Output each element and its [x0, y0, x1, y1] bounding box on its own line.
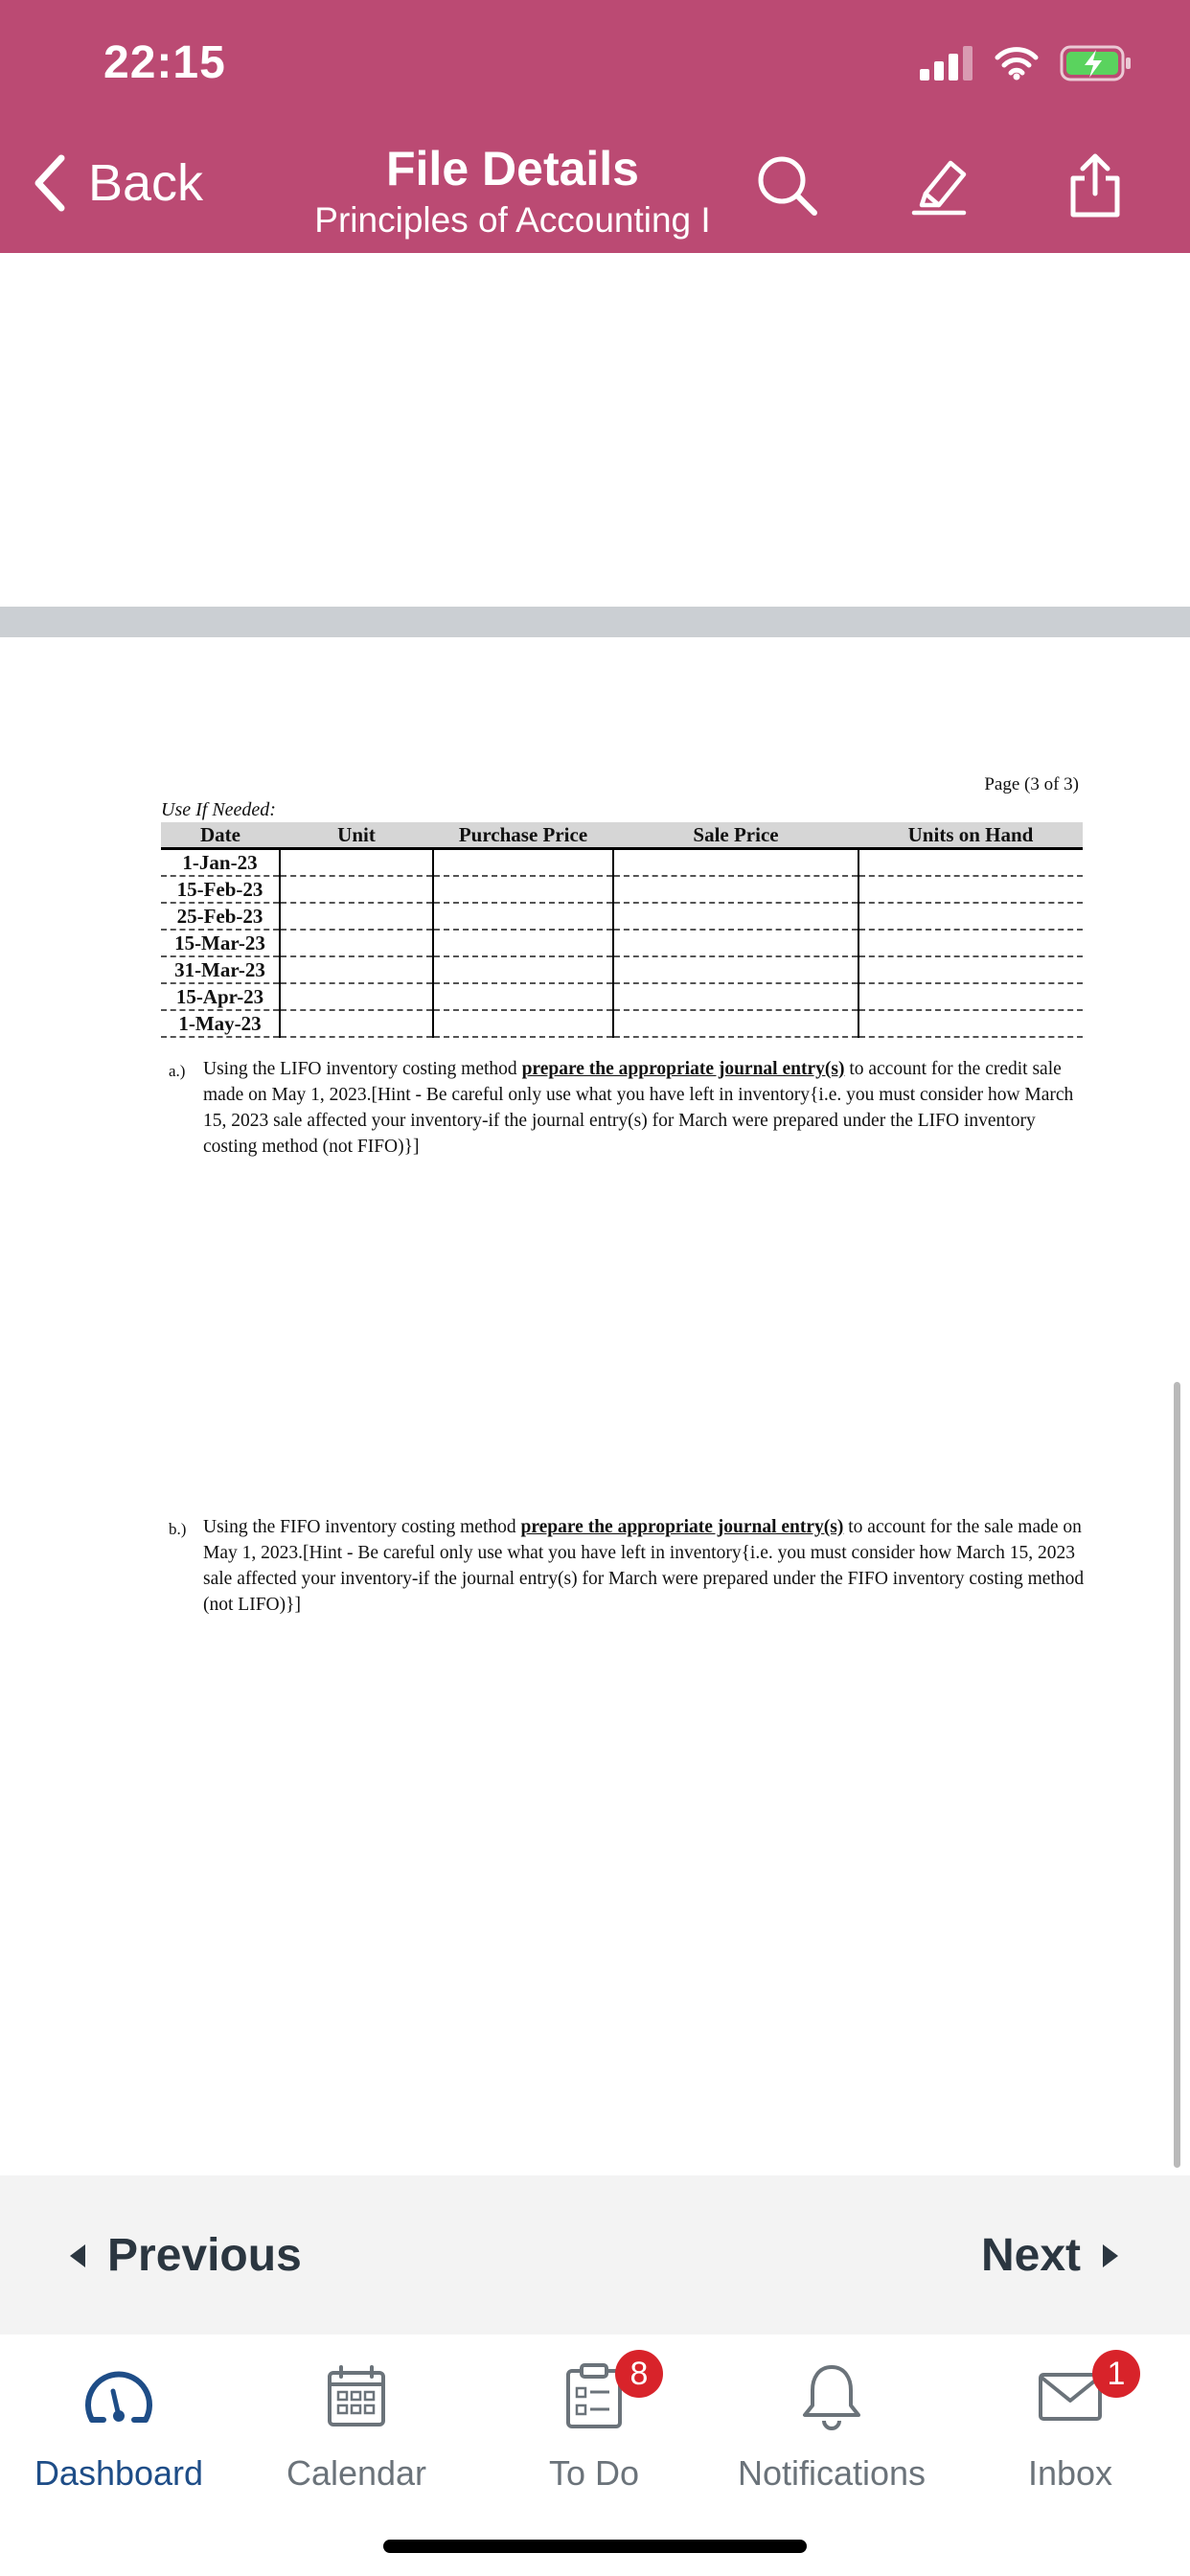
sale-price-cell	[613, 983, 858, 1010]
back-label: Back	[88, 154, 204, 212]
sale-price-cell	[613, 1010, 858, 1037]
chevron-left-icon	[33, 154, 67, 212]
table-row	[161, 983, 1083, 1010]
page-subtitle: Principles of Accounting I	[314, 200, 711, 240]
units-on-hand-cell	[858, 930, 1083, 956]
calendar-icon	[327, 2365, 386, 2428]
purchase-price-cell	[433, 1010, 613, 1037]
purchase-price-cell	[433, 876, 613, 903]
status-time: 22:15	[103, 37, 226, 88]
use-if-needed-label: Use If Needed:	[161, 799, 276, 820]
home-indicator	[383, 2540, 807, 2553]
unit-cell	[280, 1010, 433, 1037]
header-bar	[0, 0, 1190, 253]
sale-price-cell	[613, 849, 858, 877]
tab-calendar[interactable]	[238, 2354, 475, 2494]
search-icon[interactable]	[753, 151, 820, 218]
units-on-hand-cell	[858, 956, 1083, 983]
sale-price-cell	[613, 903, 858, 930]
unit-cell	[280, 849, 433, 877]
todo-badge: 8	[615, 2350, 663, 2398]
question-a-text-start: Using the LIFO inventory costing method	[203, 1059, 522, 1079]
dashboard-gauge-icon	[82, 2368, 155, 2426]
question-b-text-start: Using the FIFO inventory costing method	[203, 1517, 521, 1537]
previous-button[interactable]	[69, 2229, 302, 2282]
next-button[interactable]	[981, 2229, 1119, 2282]
date-cell: 31-Mar-23	[161, 956, 280, 983]
table-row	[161, 930, 1083, 956]
purchase-price-cell	[433, 903, 613, 930]
col-header-units-on-hand: Units on Hand	[858, 822, 1083, 849]
question-b-text-end: to account for the sale made on May 1, 2023.[Hint - Be careful only use what you have left in inventory{i.e. you must consider how March 15, 2023 sale affected your inventory-if the journal entry(s) for March were prepared under the FIFO inventory costing method (not LIFO)}]	[203, 1517, 1085, 1615]
question-b-label: b.)	[169, 1520, 187, 1538]
triangle-left-icon	[69, 2243, 86, 2268]
question-a-emphasis: prepare the appropriate journal entry(s)	[521, 1059, 845, 1079]
tab-inbox[interactable]	[950, 2354, 1190, 2494]
inventory-table	[161, 822, 1083, 1038]
wifi-icon	[995, 46, 1039, 80]
document-viewer[interactable]	[0, 253, 1190, 2175]
tab-dashboard-label: Dashboard	[34, 2453, 204, 2493]
question-b	[169, 1514, 1085, 1618]
status-icons	[920, 44, 1133, 82]
purchase-price-cell	[433, 849, 613, 877]
previous-label: Previous	[107, 2230, 302, 2281]
page-navigation-bar	[0, 2175, 1190, 2334]
document-scrollbar[interactable]	[1174, 1382, 1180, 2168]
table-row	[161, 1010, 1083, 1037]
page-number: Page (3 of 3)	[984, 774, 1079, 794]
units-on-hand-cell	[858, 903, 1083, 930]
unit-cell	[280, 956, 433, 983]
page-title-block	[240, 140, 786, 243]
purchase-price-cell	[433, 930, 613, 956]
question-a-text-end: to account for the credit sale made on May 1, 2023.[Hint - Be careful only use what you have left in inventory{i.e. you must consider how March 15, 2023 sale affected your inventory-if the journal entry(s) for March were prepared under the LIFO inventory costing method (not FIFO)}]	[203, 1059, 1074, 1157]
question-a	[169, 1056, 1085, 1160]
document-page	[0, 637, 1190, 2175]
purchase-price-cell	[433, 956, 613, 983]
highlighter-icon[interactable]	[908, 151, 975, 218]
date-cell: 15-Mar-23	[161, 930, 280, 956]
triangle-right-icon	[1102, 2243, 1119, 2268]
page-title: File Details	[386, 142, 639, 196]
unit-cell	[280, 930, 433, 956]
page-separator	[0, 607, 1190, 637]
units-on-hand-cell	[858, 849, 1083, 877]
col-header-purchase-price: Purchase Price	[433, 822, 613, 849]
units-on-hand-cell	[858, 983, 1083, 1010]
tab-inbox-label: Inbox	[1027, 2453, 1113, 2493]
col-header-unit: Unit	[280, 822, 433, 849]
share-icon[interactable]	[1062, 151, 1129, 218]
table-header-row	[161, 822, 1083, 849]
table-row	[161, 903, 1083, 930]
date-cell: 25-Feb-23	[161, 903, 280, 930]
unit-cell	[280, 983, 433, 1010]
back-button[interactable]	[33, 153, 203, 213]
date-cell: 15-Feb-23	[161, 876, 280, 903]
tab-notifications[interactable]	[713, 2354, 950, 2494]
table-row	[161, 956, 1083, 983]
sale-price-cell	[613, 930, 858, 956]
battery-charging-icon	[1060, 45, 1133, 81]
tab-notifications-label: Notifications	[737, 2453, 927, 2493]
tab-todo[interactable]	[475, 2354, 713, 2494]
bell-icon	[801, 2363, 862, 2430]
sale-price-cell	[613, 876, 858, 903]
col-header-date: Date	[161, 822, 280, 849]
tab-calendar-label: Calendar	[286, 2453, 427, 2493]
date-cell: 15-Apr-23	[161, 983, 280, 1010]
question-b-emphasis: prepare the appropriate journal entry(s)	[520, 1517, 844, 1537]
tab-todo-label: To Do	[548, 2453, 640, 2493]
question-a-label: a.)	[169, 1062, 186, 1080]
table-row	[161, 849, 1083, 877]
next-label: Next	[980, 2230, 1081, 2281]
unit-cell	[280, 903, 433, 930]
table-row	[161, 876, 1083, 903]
units-on-hand-cell	[858, 876, 1083, 903]
signal-icon	[920, 46, 973, 80]
inbox-badge: 1	[1092, 2350, 1140, 2398]
units-on-hand-cell	[858, 1010, 1083, 1037]
col-header-sale-price: Sale Price	[613, 822, 858, 849]
tab-dashboard[interactable]	[0, 2354, 238, 2494]
unit-cell	[280, 876, 433, 903]
date-cell: 1-Jan-23	[161, 849, 280, 877]
date-cell: 1-May-23	[161, 1010, 280, 1037]
purchase-price-cell	[433, 983, 613, 1010]
sale-price-cell	[613, 956, 858, 983]
